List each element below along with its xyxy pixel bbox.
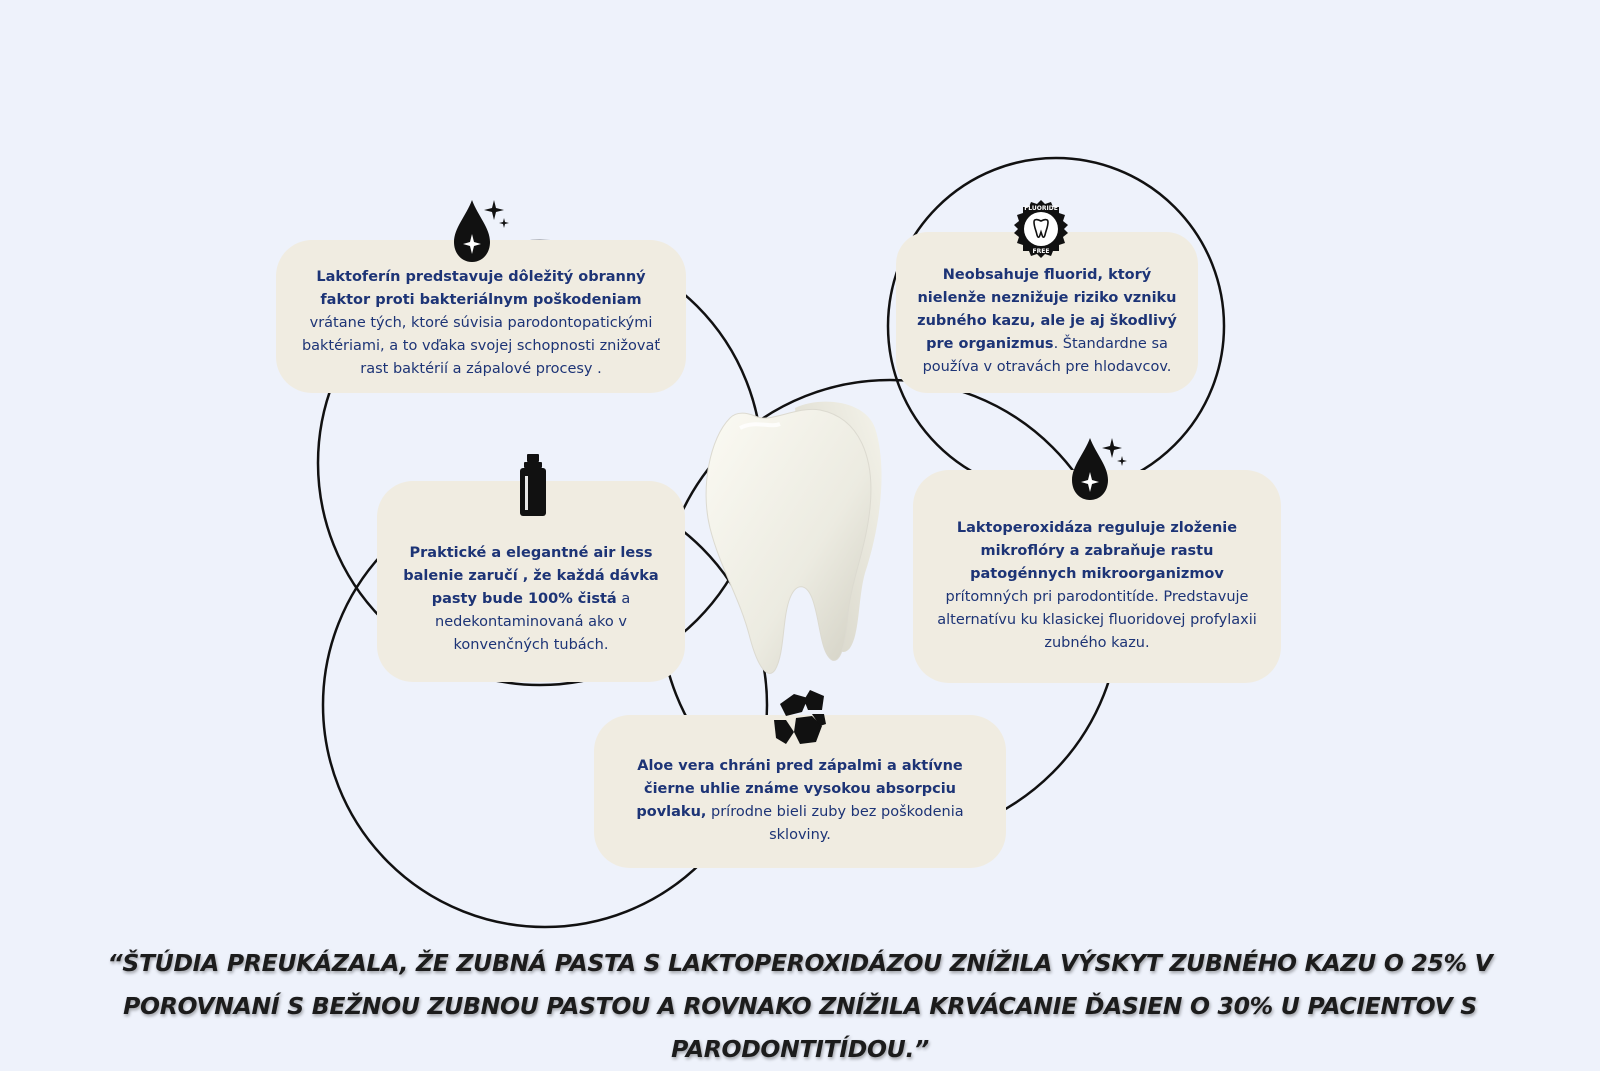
card-lactoperoxidase-text: prítomných pri parodontitíde. Predstavuje alternatívu ku klasickej fluoridovej profylaxii zubného kazu. — [937, 588, 1257, 651]
fluoride-free-badge-icon — [1010, 198, 1072, 260]
sparkle-drop-icon — [448, 196, 512, 266]
card-lactoferrin-bold: Laktoferín predstavuje dôležitý obranný faktor proti bakteriálnym poškodeniam — [316, 269, 646, 308]
airless-bottle-icon — [516, 452, 550, 518]
charcoal-icon — [772, 686, 828, 748]
card-fluoride-text: . Štandardne sa používa v otravách pre hlodavcov. — [922, 336, 1172, 375]
card-lactoperoxidase-bold: Laktoperoxidáza reguluje zloženie mikroflóry a zabraňuje rastu patogénnych mikroorganizmov — [956, 519, 1238, 582]
card-aloe-text: prírodne bieli zuby bez poškodenia skloviny. — [706, 803, 964, 843]
tooth-illustration — [700, 398, 900, 688]
study-quote: “ŠTÚDIA PREUKÁZALA, ŽE ZUBNÁ PASTA S LAKTOPEROXIDÁZOU ZNÍŽILA VÝSKYT ZUBNÉHO KAZU O 25% V POROVNANÍ S BEŽNOU ZUBNOU PASTOU A ROVNAKO ZNÍŽILA KRVÁCANIE ĎASIEN O 30% U PACIENTOV S PARODONTITÍDOU.” — [107, 949, 1493, 1063]
card-lactoferrin-text: vrátane tých, ktoré súvisia parodontopatickými baktériami, a to vďaka svojej schopnosti znižovať rast baktérií a zápalové procesy . — [301, 315, 661, 377]
card-airless-bold: Praktické a elegantné air less balenie zaručí , že každá dávka pasty bude 100% čistá — [403, 545, 659, 607]
card-fluoride-bold: Neobsahuje fluorid, ktorý nielenže neznižuje riziko vzniku zubného kazu, ale je aj škodlivý pre organizmus — [917, 267, 1177, 352]
card-aloe-bold: Aloe vera chráni pred zápalmi a aktívne čierne uhlie známe vysokou absorpciu povlaku, — [636, 757, 963, 820]
badge-bottom-text: FREE — [1032, 248, 1050, 255]
card-airless-text: a nedekontaminovaná ako v konvenčných tubách. — [435, 591, 631, 653]
sparkle-drop-icon-2 — [1066, 434, 1130, 504]
badge-top-text: FLUORIDE — [1024, 205, 1058, 212]
